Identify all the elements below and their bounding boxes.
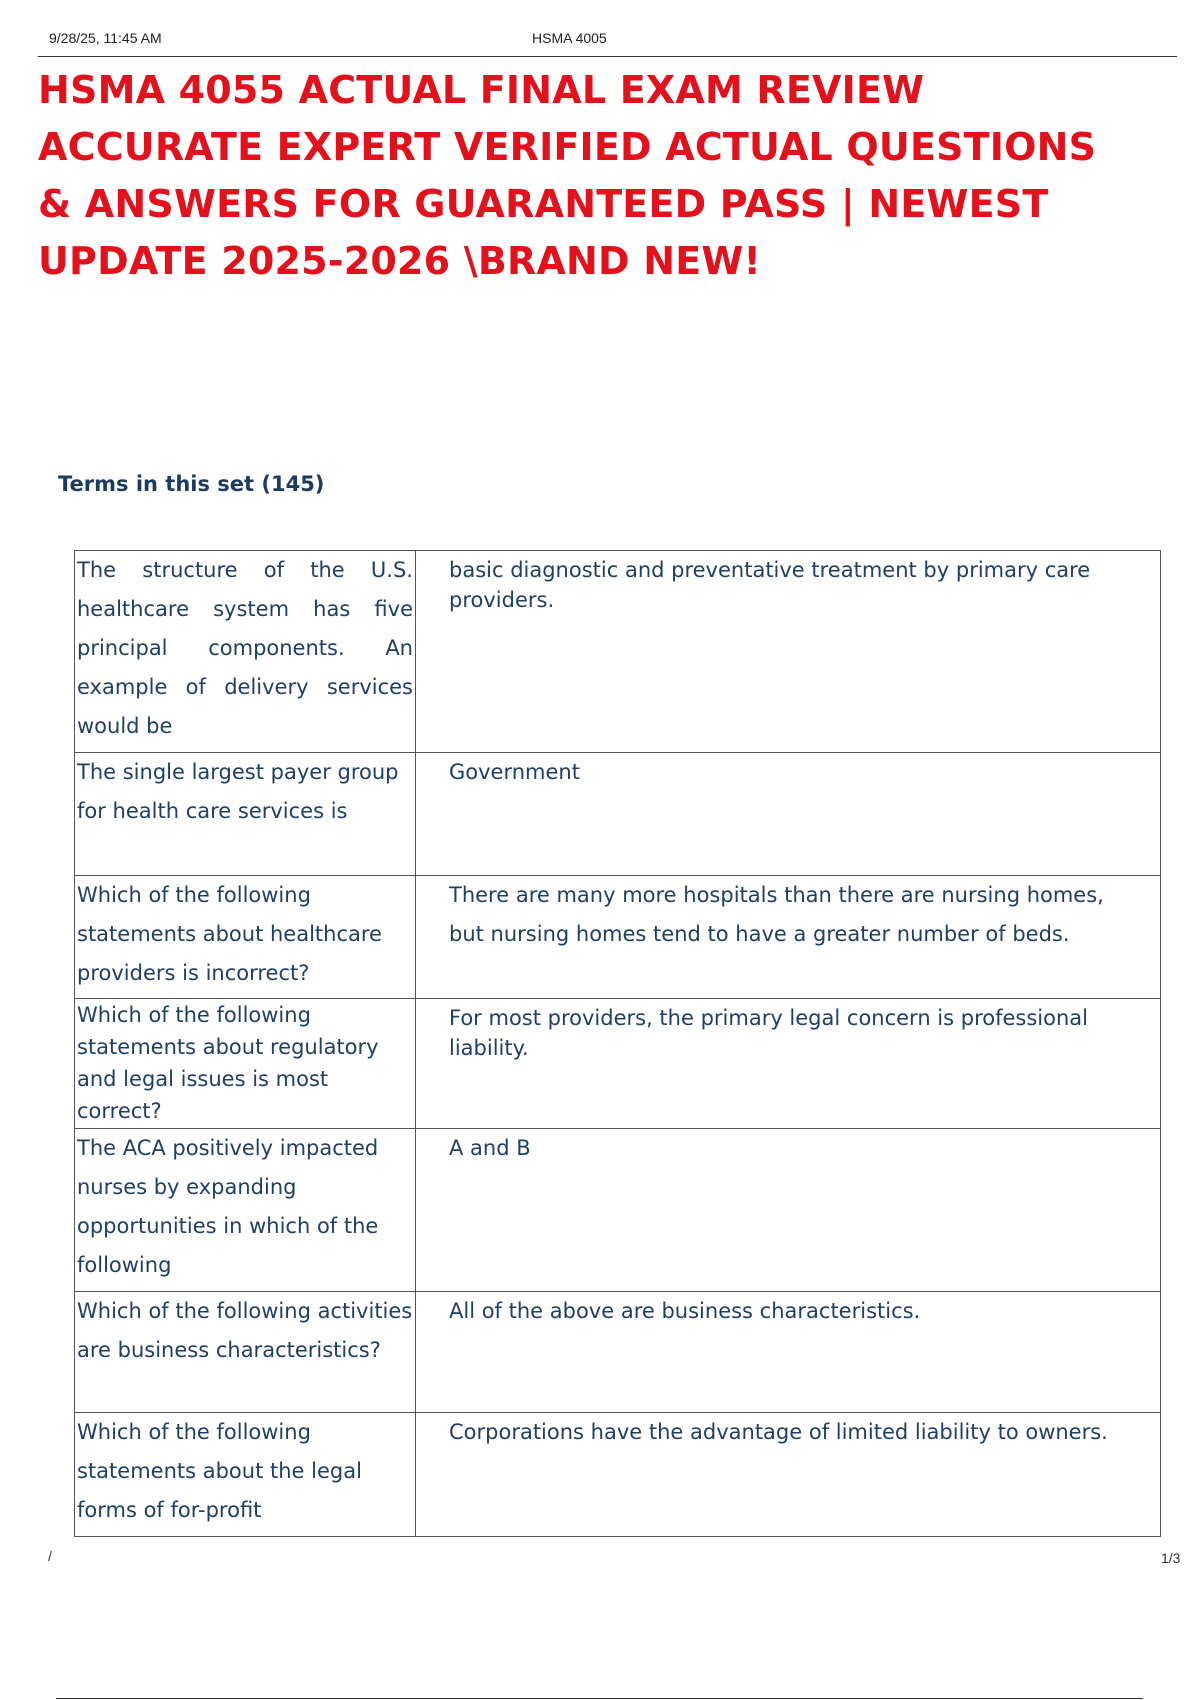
answer-cell: There are many more hospitals than there are nursing homes, but nursing homes tend to have a greater number of beds. bbox=[416, 876, 1161, 999]
answer-cell: basic diagnostic and preventative treatment by primary care providers. bbox=[416, 551, 1161, 753]
answer-cell: All of the above are business characteristics. bbox=[416, 1292, 1161, 1413]
document-title-line: HSMA 4055 ACTUAL FINAL EXAM REVIEW bbox=[38, 68, 925, 112]
qa-table bbox=[74, 550, 1161, 1537]
header-divider bbox=[38, 56, 1177, 57]
question-cell: The structure of the U.S. healthcare system has five principal components. An example of delivery services would be bbox=[75, 551, 416, 753]
table-row bbox=[75, 876, 1161, 999]
question-cell: Which of the following activities are business characteristics? bbox=[75, 1292, 416, 1413]
question-cell: Which of the following statements about healthcare providers is incorrect? bbox=[75, 876, 416, 999]
print-date: 9/28/25, 11:45 AM bbox=[49, 30, 162, 46]
footer-divider bbox=[56, 1698, 1143, 1699]
table-row bbox=[75, 1292, 1161, 1413]
print-header bbox=[0, 30, 1200, 50]
document-title-line: & ANSWERS FOR GUARANTEED PASS | NEWEST bbox=[38, 182, 1049, 226]
question-cell: The single largest payer group for health care services is bbox=[75, 753, 416, 876]
table-row bbox=[75, 551, 1161, 753]
table-row bbox=[75, 1129, 1161, 1292]
document-title-line: ACCURATE EXPERT VERIFIED ACTUAL QUESTIONS bbox=[38, 125, 1097, 169]
question-cell: Which of the following statements about the legal forms of for-profit bbox=[75, 1413, 416, 1537]
document-title bbox=[38, 62, 1188, 290]
page-number: 1/3 bbox=[1161, 1550, 1181, 1566]
answer-cell: For most providers, the primary legal concern is professional liability. bbox=[416, 999, 1161, 1129]
question-cell: The ACA positively impacted nurses by expanding opportunities in which of the following bbox=[75, 1129, 416, 1292]
answer-cell: Government bbox=[416, 753, 1161, 876]
print-header-title: HSMA 4005 bbox=[532, 30, 607, 46]
answer-cell: Corporations have the advantage of limited liability to owners. bbox=[416, 1413, 1161, 1537]
table-row bbox=[75, 999, 1161, 1129]
question-cell: Which of the following statements about regulatory and legal issues is most correct? bbox=[75, 999, 416, 1129]
footer-left-mark: / bbox=[48, 1548, 52, 1564]
document-title-line: UPDATE 2025-2026 \BRAND NEW! bbox=[38, 239, 762, 283]
answer-cell: A and B bbox=[416, 1129, 1161, 1292]
terms-count-label: Terms in this set (145) bbox=[58, 472, 325, 496]
table-row bbox=[75, 753, 1161, 876]
table-row bbox=[75, 1413, 1161, 1537]
